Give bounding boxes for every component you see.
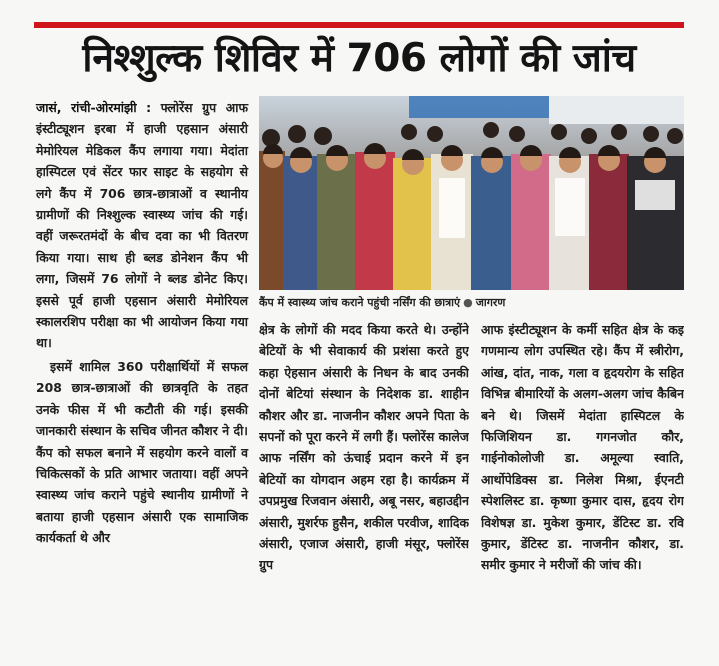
headline: निश्शुल्क शिविर में 706 लोगों की जांच — [82, 36, 636, 81]
bullet-icon: ● — [463, 296, 473, 309]
paragraph-1 — [36, 97, 248, 354]
nursing-students-photo — [259, 96, 684, 290]
article-column-2 — [259, 319, 469, 659]
paragraph-1-text: फ्लोरेंस ग्रुप आफ इंस्टीट्यूशन इरबा में हाजी एहसान अंसारी मेमोरियल मेडिकल कैंप लगाया गया। मेदांता हास्पिटल एवं सेंटर फार साइट के सहयोग से लगे कैंप में 706 छात्र-छात्राओं व स्थानीय ग्रामीणों की निश्शुल्क स्वास्थ्य जांच की गई। वहीं जरूरतमंदों के बीच दवा का भी वितरण किया गया। साथ ही ब्लड डोनेशन कैंप भी लगा, जिसमें 76 लोगों ने ब्लड डोनेट किए। इससे पूर्व हाजी एहसान अंसारी मेमोरियल स्कालरशिप परीक्षा का भी आयोजन किया गया था। — [36, 100, 248, 351]
article-column-1 — [36, 97, 248, 659]
paragraph-2: इसमें शामिल 360 परीक्षार्थियों में सफल 208 छात्र-छात्राओं की छात्रवृति के तहत उनके फीस में भी कटौती की गई। इसकी जानकारी संस्थान के सचिव जीनत कौशर ने दी। कैंप को सफल बनाने में सहयोग करने वालों व चिकित्सकों के प्रति आभार जताया। वहीं अपने स्वास्थ्य जांच कराने पहुंचे स्थानीय ग्रामीणों ने बताया हाजी एहसान अंसारी एक सामाजिक कार्यकर्ता थे और — [36, 358, 248, 546]
photo-caption — [259, 292, 684, 314]
column-3-text: आफ इंस्टीट्यूशन के कर्मी सहित क्षेत्र के कइ गणमान्य लोग उपस्थित रहे। कैंप में स्त्रीरोग, आंख, दांत, नाक, गला व हृदयरोग के सहित विभिन्न बीमारियों के अलग-अलग जांच कैबिन बने थे। जिसमें मेदांता हास्पिटल के फिजिशियन डा. गगनजोत कौर, गाईनोकोलोजी डा. अमूल्या स्वाति, आर्थोपेडिक्स डा. निलेश मिश्रा, ईएनटी स्पेशलिस्ट डा. कृष्णा कुमार दास, हृदय रोग विशेषज्ञ डा. मुकेश कुमार, डेंटिस्ट डा. रवि कुमार, डेंटिस्ट डा. नाजनीन कौशर, डा. समीर कुमार ने मरीजों की जांच की। — [481, 322, 684, 573]
news-photo — [259, 96, 684, 290]
photo-credit: जागरण — [475, 296, 506, 309]
column-2-text: क्षेत्र के लोगों की मदद किया करते थे। उन्होंने बेटियों के भी सेवाकार्य की प्रशंसा करते हुए कहा ऐहसान अंसारी के निधन के बाद उनकी दोनों बेटियां संस्थान के निदेशक डा. शाहीन कौशर और डा. नाजनीन कौशर अपने पिता के सपनों को पूरा करने में लगी हैं। फ्लोरेंस कालेज आफ नर्सिंग को ऊंचाई प्रदान करने में इन बेटियों का योगदान अहम रहा है। कार्यक्रम में उपप्रमुख रिजवान अंसारी, अबू नसर, बहाउद्दीन अंसारी, मुशर्रफ हुसैन, शकील परवीज, शादिक अंसारी, एजाज अंसारी, हाजी मंसूर, फ्लोरेंस ग्रुप — [259, 322, 469, 573]
article-column-3 — [481, 319, 684, 659]
dateline: जासं, रांची-ओरमांझी : — [36, 100, 152, 115]
caption-text: कैंप में स्वास्थ्य जांच कराने पहुंची नर्सिंग की छात्राएं — [259, 296, 461, 309]
header-rule — [34, 22, 684, 28]
